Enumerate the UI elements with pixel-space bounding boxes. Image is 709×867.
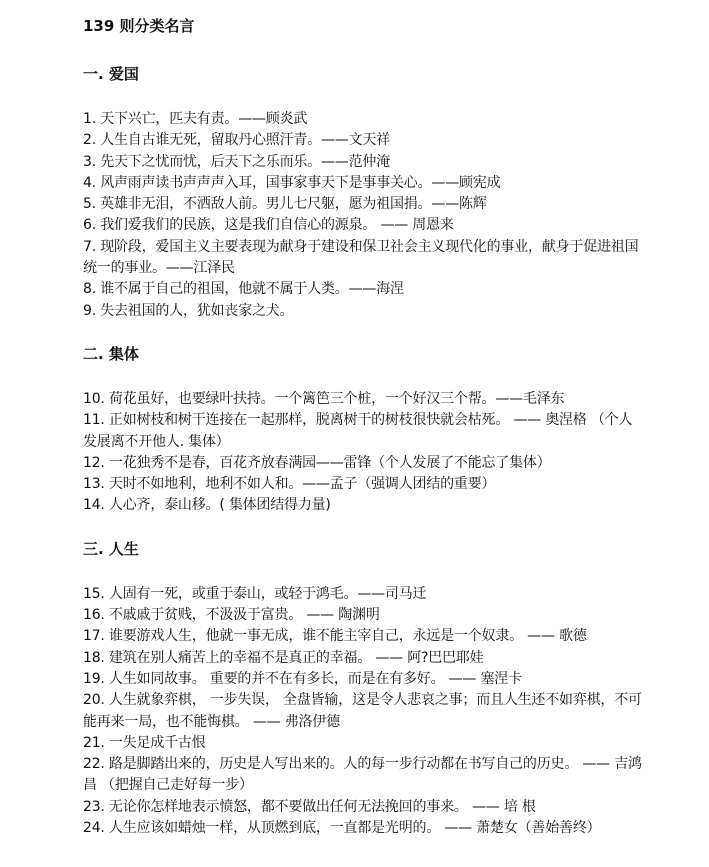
section-heading-collective: 二. 集体 [83,344,139,363]
quote-list-patriotism [0,109,643,322]
list-item: 4. 风声雨声读书声声声入耳，国事家事天下是事事关心。——顾宪成 [83,174,501,191]
quote-list-collective [0,389,643,517]
list-item: 15. 人固有一死，或重于泰山，或轻于鸿毛。——司马迁 [83,585,427,602]
list-item: 13. 天时不如地利，地利不如人和。——孟子（强调人团结的重要） [83,476,496,493]
section-heading-life: 三. 人生 [83,539,139,558]
list-item: 11. 正如树枝和树干连接在一起那样，脱离树干的树枝很快就会枯死。 —— 奥涅格 （个人发展离不开他人. 集体） [83,412,633,450]
list-item: 20. 人生就象弈棋， 一步失误， 全盘皆输，这是令人悲哀之事；而且人生还不如弈棋，不可能再来一局，也不能悔棋。 —— 弗洛伊德 [83,692,642,730]
list-item: 17. 谁要游戏人生，他就一事无成，谁不能主宰自己，永远是一个奴隶。 —— 歌德 [83,628,587,645]
list-item: 6. 我们爱我们的民族，这是我们自信心的源泉。 —— 周恩来 [83,217,454,234]
list-item: 18. 建筑在别人痛苦上的幸福不是真正的幸福。 —— 阿?巴巴耶娃 [83,649,484,666]
list-item: 8. 谁不属于自己的祖国，他就不属于人类。——海涅 [83,281,404,298]
list-item: 3. 先天下之忧而忧，后天下之乐而乐。——范仲淹 [83,153,391,170]
quote-list-life [0,584,643,840]
list-item: 19. 人生如同故事。 重要的并不在有多长，而是在有多好。 —— 塞涅卡 [83,670,522,687]
list-item: 14. 人心齐，泰山移。( 集体团结得力量) [83,497,331,514]
list-item: 24. 人生应该如蜡烛一样，从顶燃到底，一直都是光明的。 —— 萧楚女（善始善终） [83,820,601,837]
list-item: 9. 失去祖国的人，犹如丧家之犬。 [83,302,294,319]
document-title: 139 则分类名言 [83,17,195,35]
list-item: 7. 现阶段，爱国主义主要表现为献身于建设和保卫社会主义现代化的事业，献身于促进祖国统一的事业。——江泽民 [83,238,639,277]
list-item: 23. 无论你怎样地表示愤怒，都不要做出任何无法挽回的事来。 —— 培 根 [83,798,536,815]
list-item: 16. 不戚戚于贫贱，不汲汲于富贵。 —— 陶渊明 [83,607,380,624]
list-item: 2. 人生自古谁无死，留取丹心照汗青。——文天祥 [83,132,391,149]
list-item: 12. 一花独秀不是春，百花齐放春满园——雷锋（个人发展了不能忘了集体） [83,454,551,471]
list-item: 5. 英雄非无泪，不洒敌人前。男儿七尺躯，愿为祖国捐。——陈辉 [83,196,487,213]
list-item: 10. 荷花虽好，也要绿叶扶持。一个篱笆三个桩，一个好汉三个帮。——毛泽东 [83,390,565,407]
list-item: 1. 天下兴亡，匹夫有责。——顾炎武 [83,111,308,127]
section-heading-patriotism: 一. 爱国 [83,65,139,83]
list-item: 22. 路是脚踏出来的，历史是人写出来的。人的每一步行动都在书写自己的历史。 —— 吉鸿昌 （把握自己走好每一步） [83,756,642,794]
list-item: 21. 一失足成千古恨 [83,734,206,751]
